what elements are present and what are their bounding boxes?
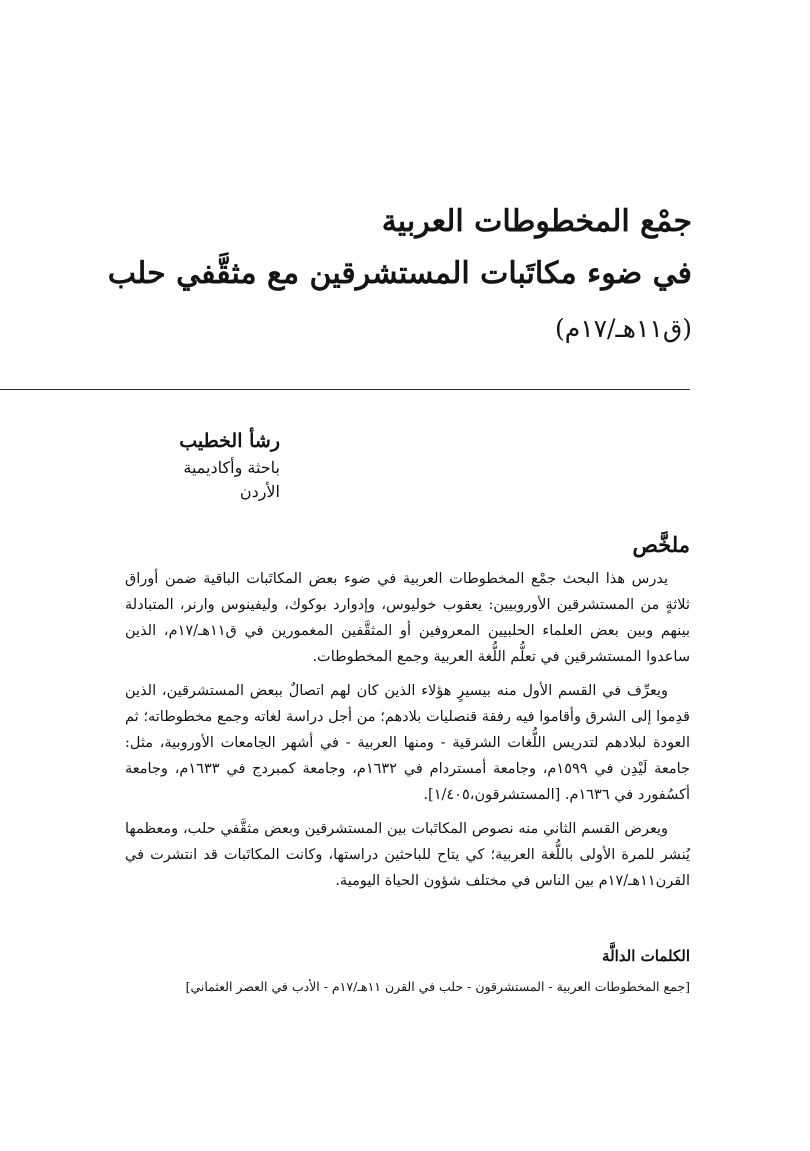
- author-block: [179, 426, 280, 504]
- author-country: الأردن: [239, 482, 280, 501]
- author-role: باحثة وأكاديمية: [183, 458, 280, 477]
- horizontal-divider: [0, 389, 690, 390]
- abstract-section: [125, 528, 690, 902]
- article-title-line-1: جمْع المخطوطات العربية: [381, 204, 692, 239]
- article-title-block: [107, 196, 692, 352]
- abstract-paragraph-2: ويعرِّف في القسم الأول منه بيسيرٍ هؤلاء الذين كان لهم اتصالٌ ببعض المستشرقين، الذين قدِموا إلى الشرق وأقاموا فيه رفقة قنصليات بلادهم؛ من أجل دراسة لغاته وجمع مخطوطاته؛ ثم العودة لبلادهم لتدريس اللُّغات الشرقية - ومنها العربية - في أشهر الجامعات الأوروبية، مثل: جامعة لَيْدِن في ١٥٩٩م، وجامعة أمستردام في ١٦٣٢م، وجامعة كمبردج في ١٦٣٣م، وجامعة أكسُفورد في ١٦٣٦م. [المستشرقون،١/٤٠٥].: [125, 683, 690, 803]
- keywords-text: [جمع المخطوطات العربية - المستشرقون - حلب في القرن ١١هـ/١٧م - الأدب في العصر العثماني]: [185, 979, 690, 994]
- article-title-line-2: في ضوء مكاتَبات المستشرقين مع مثقَّفي حلب: [107, 256, 692, 291]
- keywords-section: [125, 942, 690, 998]
- abstract-heading: ملخَّص: [632, 532, 690, 557]
- author-name: رشأ الخطيب: [179, 430, 280, 452]
- keywords-heading: الكلمات الدالَّة: [602, 947, 690, 965]
- abstract-paragraph-1: يدرس هذا البحث جمْع المخطوطات العربية في ضوء بعض المكاتَبات الباقية ضمن أوراق ثلاثةٍ من المستشرقين الأوروبيين: يعقوب خوليوس، وإدوارد بوكوك، وليفينوس وارنر، المتبادلة بينهم وبين بعض العلماء الحلبيين المعروفين أو المثقَّفين المغمورين في ق١١هـ/١٧م، الذين ساعدوا المستشرقين في تعلُّم اللُّغة العربية وجمع المخطوطات.: [125, 571, 690, 665]
- article-date: (ق١١هـ/١٧م): [554, 314, 692, 343]
- abstract-paragraph-3: ويعرض القسم الثاني منه نصوص المكاتَبات بين المستشرقين وبعض مثقَّفي حلب، ومعظمها يُنشر للمرة الأولى باللُّغة العربية؛ كي يتاح للباحثين دراستها، وكانت المكاتَبات قد انتشرت في القرن١١هـ/١٧م بين الناس في مختلف شؤون الحياة اليومية.: [125, 821, 690, 889]
